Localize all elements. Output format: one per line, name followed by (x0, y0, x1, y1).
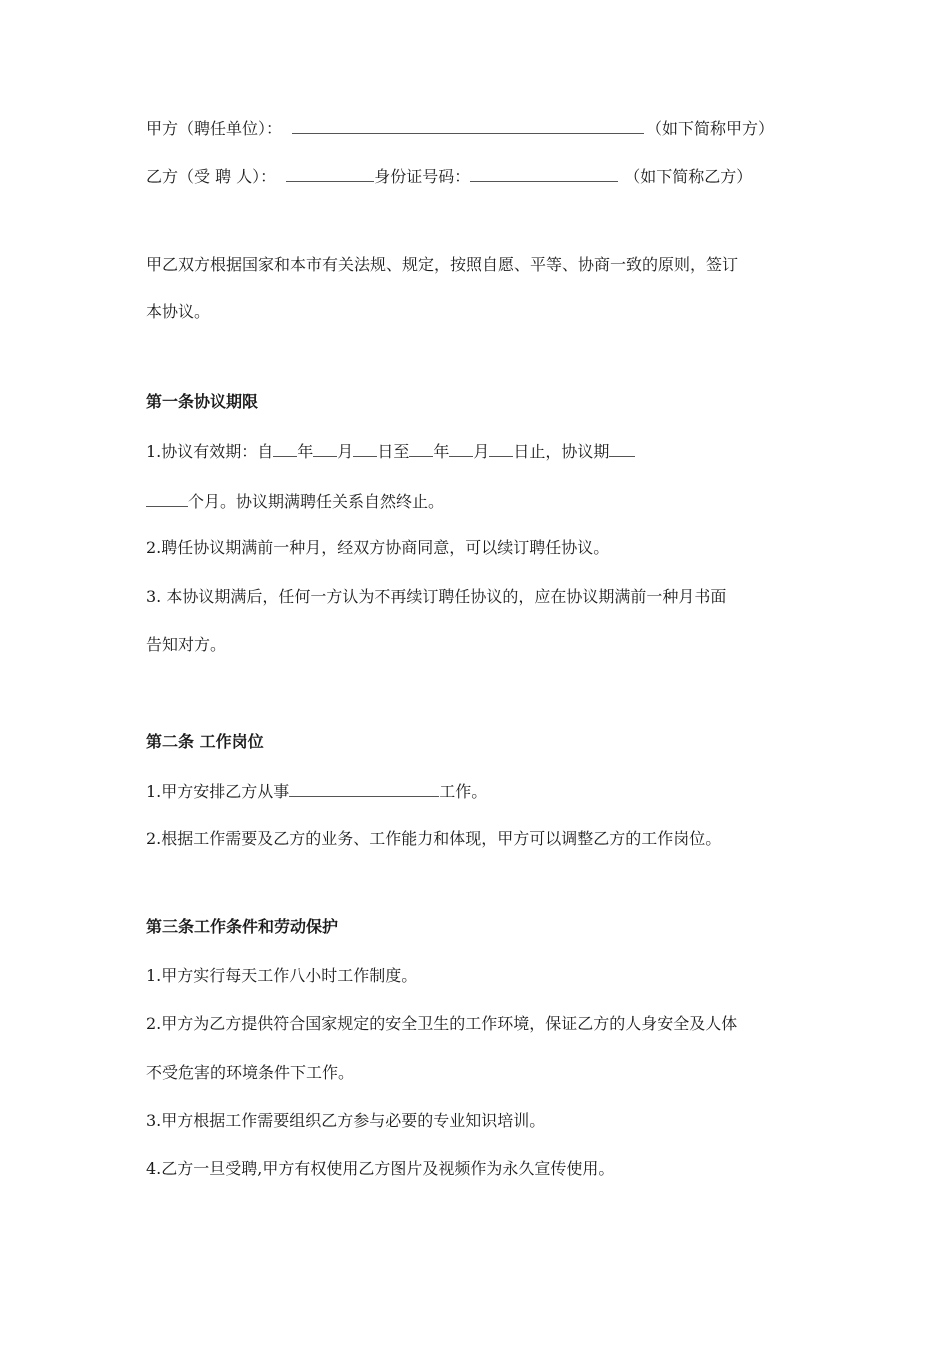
start-month-field[interactable] (313, 440, 337, 457)
article-1-item-2: 2.聘任协议期满前一种月，经双方协商同意，可以续订聘任协议。 (146, 538, 610, 557)
job-prefix: 1.甲方安排乙方从事 (146, 782, 290, 801)
end-year-label: 年 (433, 442, 450, 461)
article-3-item-3: 3.甲方根据工作需要组织乙方参与必要的专业知识培训。 (146, 1111, 546, 1130)
article-1-item-3-line-2: 告知对方。 (146, 635, 227, 654)
end-year-field[interactable] (409, 440, 433, 457)
start-day-label: 日至 (377, 442, 410, 461)
article-3-item-4: 4.乙方一旦受聘,甲方有权使用乙方图片及视频作为永久宣传使用。 (146, 1159, 615, 1178)
end-day-label: 日止，协议期 (513, 442, 610, 461)
term-months-label: 个月。协议期满聘任关系自然终止。 (188, 492, 445, 511)
article-1-item-1 (146, 440, 635, 462)
party-b-id-label: 身份证号码： (374, 167, 471, 186)
end-month-field[interactable] (449, 440, 473, 457)
intro-line-2: 本协议。 (146, 302, 211, 321)
article-1-item-3-line-1: 3. 本协议期满后，任何一方认为不再续订聘任协议的，应在协议期满前一种月书面 (146, 587, 727, 606)
article-2-title: 第二条 工作岗位 (146, 732, 264, 751)
article-2-item-2: 2.根据工作需要及乙方的业务、工作能力和体现，甲方可以调整乙方的工作岗位。 (146, 829, 722, 848)
party-a-name-field[interactable] (292, 117, 644, 134)
term-months-field[interactable] (146, 490, 188, 507)
start-year-label: 年 (297, 442, 314, 461)
term-months-field-start[interactable] (609, 440, 635, 457)
article-2-item-1 (146, 780, 487, 802)
start-year-field[interactable] (273, 440, 297, 457)
end-day-field[interactable] (489, 440, 513, 457)
party-b-label: 乙方（受 聘 人）： (146, 167, 277, 186)
party-b-row (146, 165, 752, 187)
party-a-row (146, 117, 774, 139)
party-b-name-field[interactable] (286, 165, 374, 182)
end-month-label: 月 (473, 442, 490, 461)
job-suffix: 工作。 (439, 782, 488, 801)
article-1-title: 第一条协议期限 (146, 392, 259, 411)
article-3-title: 第三条工作条件和劳动保护 (146, 917, 339, 936)
party-a-label: 甲方（聘任单位）： (146, 119, 283, 138)
job-field[interactable] (289, 780, 439, 797)
article-3-item-2-line-1: 2.甲方为乙方提供符合国家规定的安全卫生的工作环境，保证乙方的人身安全及人体 (146, 1014, 738, 1033)
article-3-item-2-line-2: 不受危害的环境条件下工作。 (146, 1063, 355, 1082)
article-3-item-1: 1.甲方实行每天工作八小时工作制度。 (146, 966, 418, 985)
party-a-suffix: （如下简称甲方） (646, 119, 775, 138)
start-month-label: 月 (337, 442, 354, 461)
party-b-suffix: （如下简称乙方） (624, 167, 753, 186)
article-1-item-1-cont (146, 490, 444, 512)
party-b-id-field[interactable] (470, 165, 618, 182)
intro-line-1: 甲乙双方根据国家和本市有关法规、规定，按照自愿、平等、协商一致的原则，签订 (146, 255, 739, 274)
start-day-field[interactable] (353, 440, 377, 457)
term-prefix: 1.协议有效期：自 (146, 442, 274, 461)
